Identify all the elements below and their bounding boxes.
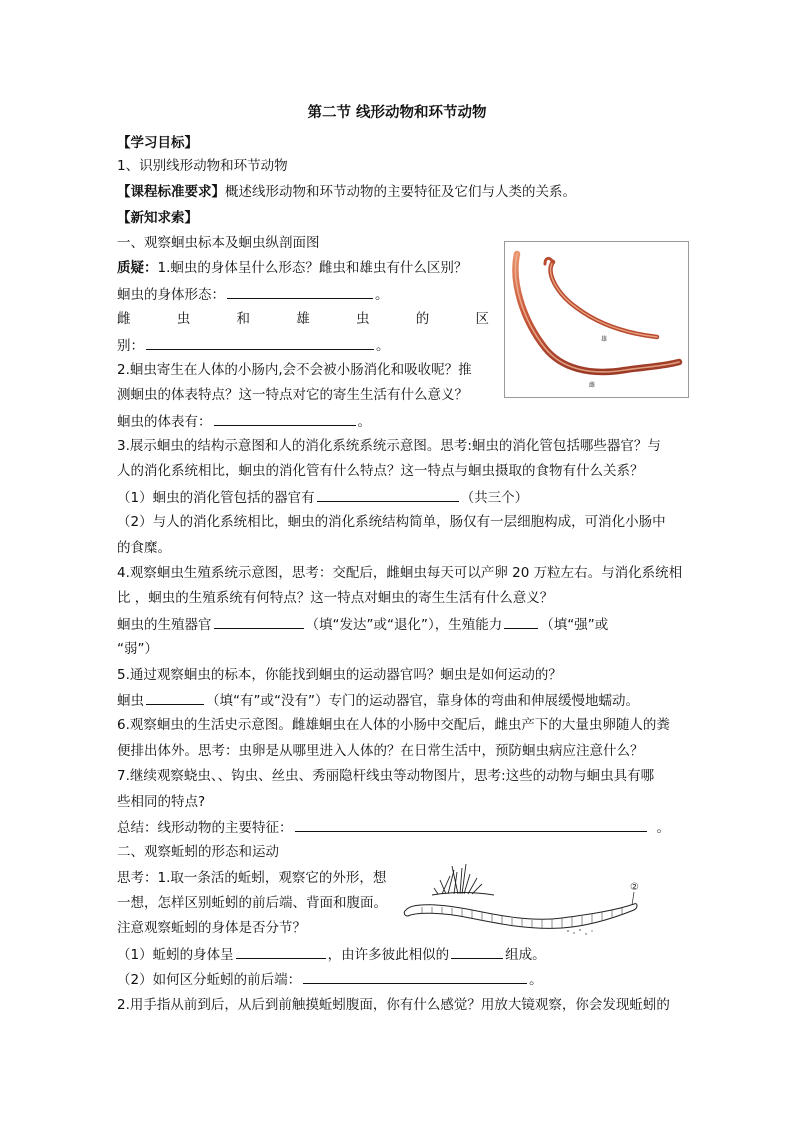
- answer-4-line-2: “弱”）: [117, 641, 158, 657]
- blank-earthworm-shape[interactable]: [236, 944, 326, 959]
- question-1: 质疑：1.蛔虫的身体呈什么形态？雌虫和雄虫有什么区别？: [117, 260, 468, 276]
- question-2-line-1: 2.蛔虫寄生在人体的小肠内,会不会被小肠消化和吸收呢？推: [117, 362, 472, 378]
- answer-4: 蛔虫的生殖器官 （填“发达”或“退化”），生殖能力 （填“强”或: [117, 614, 608, 635]
- question-3-line-1: 3.展示蛔虫的结构示意图和人的消化系统系统示意图。思考:蛔虫的消化管包括哪些器官？与: [117, 438, 661, 454]
- blank-body-surface[interactable]: [214, 411, 356, 426]
- answer-5: 蛔虫 （填“有”或“没有”）专门的运动器官，靠身体的弯曲和伸展缓慢地蠕动。: [117, 690, 639, 711]
- answer-3-2-line-1: （2）与人的消化系统相比，蛔虫的消化系统结构简单，肠仅有一层细胞构成，可消化小肠中: [117, 514, 666, 530]
- question-2-line-2: 测蛔虫的体表特点？这一特点对它的寄生生活有什么意义？: [117, 387, 468, 403]
- question-label: 质疑：: [117, 260, 158, 276]
- answer-difference: 别： 。: [117, 335, 390, 356]
- blank-earthworm-ends[interactable]: [303, 969, 527, 984]
- male-label: 雄: [601, 336, 608, 343]
- earthworm-q1-line-1: 思考：1.取一条活的蚯蚓，观察它的外形，想: [117, 870, 387, 886]
- section-1-heading: 一、观察蛔虫标本及蛔虫纵剖面图: [117, 235, 320, 251]
- earthworm-segments: [422, 907, 622, 928]
- standard-heading: 【课程标准要求】: [117, 184, 225, 200]
- blank-reproductive-organ[interactable]: [214, 614, 304, 629]
- question-5: 5.通过观察蛔虫的标本，你能找到蛔虫的运动器官吗？蛔虫是如何运动的？: [117, 667, 562, 683]
- earthworm-marker-label: ②: [630, 882, 639, 893]
- grass-icon: [432, 864, 494, 895]
- roundworm-illustration: [505, 242, 688, 397]
- earthworm-illustration: [402, 862, 652, 942]
- new-knowledge-heading: 【新知求索】: [117, 210, 198, 226]
- blank-body-shape[interactable]: [227, 284, 373, 299]
- goal-heading: 【学习目标】: [117, 135, 198, 151]
- answer-3-2-line-2: 的食糜。: [117, 540, 171, 556]
- goal-item-1: 1、识别线形动物和环节动物: [117, 158, 288, 174]
- roundworm-figure: [504, 241, 689, 398]
- earthworm-q1-line-2: 一想，怎样区别蚯蚓的前后端、背面和腹面。: [117, 895, 387, 911]
- answer-body-surface: 蛔虫的体表有： 。: [117, 411, 371, 432]
- earthworm-answer-1: （1）蚯蚓的身体呈 ，由许多彼此相似的 组成。: [117, 944, 546, 965]
- earthworm-q1-line-3: 注意观察蚯蚓的身体是否分节？: [117, 920, 306, 936]
- earthworm-q2: 2.用手指从前到后，从后到前触摸蚯蚓腹面，你有什么感觉？用放大镜观察，你会发现蚯蚓的: [117, 997, 670, 1013]
- answer-3-1: （1）蛔虫的消化管包括的器官有 （共三个）: [117, 487, 528, 508]
- blank-digestive-organs[interactable]: [317, 487, 459, 502]
- question-4-line-1: 4.观察蛔虫生殖系统示意图，思考：交配后，雌蛔虫每天可以产卵 20 万粒左右。与消化系统相: [117, 565, 683, 581]
- question-3-line-2: 人的消化系统相比，蛔虫的消化管有什么特点？这一特点与蛔虫摄取的食物有什么关系？: [117, 463, 644, 479]
- question-7-line-2: 些相同的特点?: [117, 794, 206, 810]
- section-2-heading: 二、观察蚯蚓的形态和运动: [117, 844, 279, 860]
- question-6-line-2: 便排出体外。思考：虫卵是从哪里进入人体的？在日常生活中，预防蛔虫病应注意什么？: [117, 743, 644, 759]
- answer-body-shape: 蛔虫的身体形态： 。: [117, 284, 389, 305]
- blank-summary[interactable]: [295, 817, 647, 832]
- question-4-line-2: 比 ，蛔虫的生殖系统有何特点？这一特点对蛔虫的寄生生活有什么意义？: [117, 590, 554, 606]
- answer-difference-justified: 雌 虫 和 雄 虫 的 区: [117, 311, 489, 327]
- blank-difference[interactable]: [146, 335, 374, 350]
- question-6-line-1: 6.观察蛔虫的生活史示意图。雌雄蛔虫在人体的小肠中交配后，雌虫产下的大量虫卵随人的粪: [117, 717, 670, 733]
- blank-locomotion-organ[interactable]: [146, 690, 204, 705]
- soil-dots: [567, 929, 592, 935]
- summary-line: 总结：线形动物的主要特征： 。: [117, 817, 670, 838]
- earthworm-answer-2: （2）如何区分蚯蚓的前后端： 。: [117, 969, 543, 990]
- blank-earthworm-segments[interactable]: [451, 944, 503, 959]
- page-title: 第二节 线形动物和环节动物: [307, 105, 487, 121]
- earthworm-figure: [402, 862, 652, 942]
- blank-reproductive-ability[interactable]: [504, 614, 538, 629]
- standard-line: [117, 182, 576, 202]
- standard-text: 概述线形动物和环节动物的主要特征及它们与人类的关系。: [225, 184, 576, 200]
- female-label: 雌: [589, 382, 596, 389]
- question-7-line-1: 7.继续观察蛲虫、、钩虫、丝虫、秀丽隐杆线虫等动物图片，思考:这些的动物与蛔虫具有哪: [117, 768, 655, 784]
